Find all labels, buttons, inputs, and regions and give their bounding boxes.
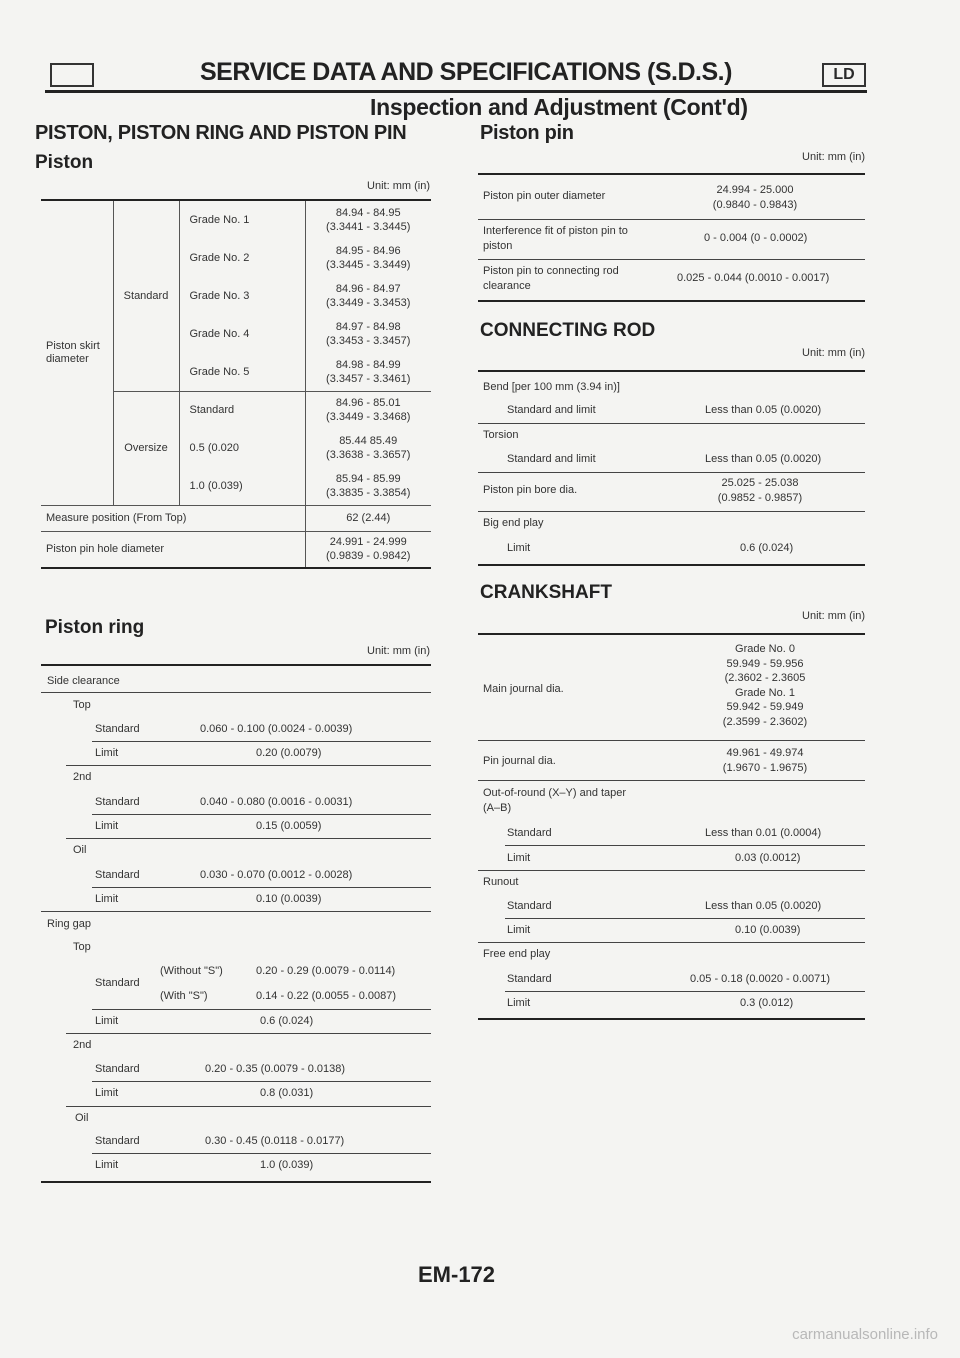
crank-top-rule: [478, 633, 865, 635]
top-label: Top: [73, 941, 91, 953]
main-journal-value: [705, 642, 825, 729]
out-of-round-label: [483, 786, 626, 816]
sc-2nd-limit: 0.15 (0.0059): [256, 820, 322, 832]
section-title: PISTON, PISTON RING AND PISTON PIN: [35, 122, 407, 144]
sc-top-standard: 0.060 - 0.100 (0.0024 - 0.0039): [200, 723, 353, 735]
divider: [505, 845, 865, 846]
divider: [478, 942, 865, 943]
divider: [66, 1106, 431, 1107]
divider: [41, 692, 431, 693]
oor-limit: 0.03 (0.0012): [735, 852, 801, 864]
limit-label: Limit: [507, 924, 531, 936]
value-mm: 85.44 85.49: [339, 435, 398, 447]
grade-label: Grade No. 2: [189, 252, 250, 264]
limit-label: Limit: [95, 747, 119, 759]
pin-unit: Unit: mm (in): [802, 151, 865, 163]
limit-label: Limit: [95, 1087, 119, 1099]
torsion-label: Torsion: [483, 429, 519, 441]
oversize-label: Oversize: [113, 391, 179, 505]
standard-label: Standard: [95, 977, 140, 989]
bore-label: Piston pin bore dia.: [483, 484, 578, 496]
free-end-play-limit: 0.3 (0.012): [740, 997, 794, 1009]
grade-label: 1.0 (0.039): [189, 479, 243, 492]
ring-bottom-rule: [41, 1181, 431, 1183]
ring-top-rule: [41, 664, 431, 666]
value-in: (0.9852 - 0.9857): [717, 492, 803, 504]
rg-oil-limit: 1.0 (0.039): [260, 1159, 314, 1171]
grade-value: [305, 353, 431, 391]
pin-journal-value: [705, 746, 825, 776]
free-end-play-label: Free end play: [483, 948, 551, 960]
divider: [505, 918, 865, 919]
value-mm: 24.994 - 25.000: [716, 184, 794, 196]
measure-position-value: 62 (2.44): [305, 505, 431, 531]
value-mm: 84.98 - 84.99: [335, 358, 401, 371]
crank-unit: Unit: mm (in): [802, 610, 865, 622]
piston-skirt-table: [41, 201, 431, 567]
divider: [66, 765, 431, 766]
divider: [478, 870, 865, 871]
big-end-play-value: 0.6 (0.024): [740, 542, 794, 554]
label-line: piston: [483, 240, 513, 252]
piston-ring-heading: Piston ring: [45, 617, 145, 638]
rod-bottom-rule: [478, 564, 865, 566]
grade-value: [305, 239, 431, 277]
value-mm: 25.025 - 25.038: [721, 477, 799, 489]
oil-label: Oil: [73, 844, 87, 856]
grade-value: [305, 467, 431, 505]
standard-label: Standard: [95, 869, 140, 881]
standard-label: Standard: [95, 1063, 140, 1075]
standard-label: Standard: [507, 827, 552, 839]
divider: [478, 472, 865, 473]
ring-unit: Unit: mm (in): [367, 645, 430, 657]
divider: [92, 1009, 431, 1010]
value-in: (0.9840 - 0.9843): [712, 199, 798, 211]
value-mm: 84.96 - 84.97: [335, 283, 401, 295]
value-in: (3.3835 - 3.3854): [326, 486, 411, 499]
with-s-label: (With "S"): [160, 990, 208, 1002]
divider: [478, 219, 865, 220]
value-mm: 84.97 - 84.98: [335, 321, 401, 333]
standard-and-limit-label: Standard and limit: [507, 404, 596, 416]
connecting-rod-heading: CONNECTING ROD: [480, 320, 656, 341]
divider: [478, 740, 865, 741]
pin-outer-value: [690, 183, 820, 213]
standard-label: Standard: [95, 796, 140, 808]
header-rule: [45, 90, 867, 93]
piston-table: [41, 199, 431, 569]
page-subtitle: Inspection and Adjustment (Cont'd): [370, 94, 748, 120]
label-line: Interference fit of piston pin to: [483, 225, 628, 237]
free-end-play-standard: 0.05 - 0.18 (0.0020 - 0.0071): [690, 973, 831, 985]
divider: [92, 1153, 431, 1154]
divider: [92, 741, 431, 742]
standard-label: Standard: [95, 1135, 140, 1147]
pin-journal-label: Pin journal dia.: [483, 755, 556, 767]
divider: [478, 259, 865, 260]
standard-label: Standard: [95, 723, 140, 735]
value-in: (3.3441 - 3.3445): [326, 221, 411, 233]
limit-label: Limit: [95, 1015, 119, 1027]
value-mm: 49.961 - 49.974: [726, 747, 804, 759]
bend-label: Bend [per 100 mm (3.94 in)]: [483, 381, 620, 393]
without-s-label: (Without "S"): [160, 965, 223, 977]
main-journal-label: Main journal dia.: [483, 683, 564, 695]
divider: [41, 911, 431, 912]
value-in: (1.9670 - 1.9675): [722, 762, 808, 774]
value-in: (2.3602 - 2.3605: [724, 672, 806, 684]
value-in: (2.3599 - 2.3602): [722, 715, 808, 728]
ring-gap-label: Ring gap: [47, 918, 92, 930]
watermark: carmanualsonline.info: [792, 1326, 938, 1343]
second-label: 2nd: [73, 771, 92, 783]
piston-pin-heading: Piston pin: [480, 122, 574, 144]
divider: [478, 511, 865, 512]
grade-label: Grade No. 4: [189, 328, 250, 340]
pin-bottom-rule: [478, 300, 865, 302]
rg-2nd-standard: 0.20 - 0.35 (0.0079 - 0.0138): [205, 1063, 346, 1075]
rg-oil-standard: 0.30 - 0.45 (0.0118 - 0.0177): [205, 1135, 345, 1147]
divider: [478, 423, 865, 424]
grade-value: [305, 429, 431, 467]
grade-label: Grade No. 3: [189, 290, 250, 302]
grade-value: [305, 277, 431, 315]
standard-label: Standard: [507, 900, 552, 912]
pin-hole-value: [305, 531, 431, 567]
grade-label: Grade No. 1: [189, 214, 250, 226]
value-mm: 59.949 - 59.956: [726, 657, 804, 670]
clearance-value: 0.025 - 0.044 (0.0010 - 0.0017): [677, 272, 830, 284]
sc-oil-standard: 0.030 - 0.070 (0.0012 - 0.0028): [200, 869, 353, 881]
value-in: (3.3445 - 3.3449): [326, 259, 411, 271]
value-mm: 59.942 - 59.949: [726, 701, 804, 713]
value-in: (3.3457 - 3.3461): [326, 372, 411, 385]
pin-outer-label: Piston pin outer diameter: [483, 190, 606, 202]
crank-bottom-rule: [478, 1018, 865, 1020]
divider: [92, 887, 431, 888]
runout-standard: Less than 0.05 (0.0020): [705, 900, 822, 912]
oil-label: Oil: [75, 1112, 89, 1124]
grade-label: Grade No. 0: [735, 643, 795, 655]
limit-label: Limit: [507, 997, 531, 1009]
pin-top-rule: [478, 173, 865, 175]
rg-top-limit: 0.6 (0.024): [260, 1015, 314, 1027]
grade-label: 0.5 (0.020: [189, 442, 240, 454]
second-label: 2nd: [73, 1039, 92, 1051]
page-header-title: SERVICE DATA AND SPECIFICATIONS (S.D.S.): [200, 58, 732, 86]
value-mm: 84.95 - 84.96: [335, 245, 401, 257]
grade-label: Standard: [189, 404, 235, 417]
bore-value: [700, 476, 820, 506]
standard-label: Standard: [113, 201, 179, 391]
measure-position-label: Measure position (From Top): [46, 512, 187, 524]
label-line: (A–B): [483, 802, 512, 814]
sc-top-limit: 0.20 (0.0079): [256, 747, 322, 759]
side-clearance-label: Side clearance: [47, 675, 120, 687]
divider: [505, 991, 865, 992]
standard-and-limit-label: Standard and limit: [507, 453, 596, 465]
clearance-label: [483, 264, 619, 294]
divider: [92, 814, 431, 815]
runout-limit: 0.10 (0.0039): [735, 924, 801, 936]
divider: [478, 780, 865, 781]
value-mm: 84.94 - 84.95: [335, 207, 401, 219]
table-bottom-rule: [41, 567, 431, 569]
limit-label: Limit: [507, 542, 531, 554]
value-in: (3.3453 - 3.3457): [326, 335, 411, 347]
pin-hole-label: Piston pin hole diameter: [46, 543, 165, 556]
value-mm: 85.94 - 85.99: [335, 472, 401, 485]
grade-label: Grade No. 5: [189, 365, 250, 378]
grade-value: [305, 315, 431, 353]
page-number: EM-172: [418, 1262, 496, 1287]
sc-2nd-standard: 0.040 - 0.080 (0.0016 - 0.0031): [200, 796, 353, 808]
rg-top-without-s: 0.20 - 0.29 (0.0079 - 0.0114): [256, 965, 396, 977]
limit-label: Limit: [507, 852, 531, 864]
piston-heading: Piston: [35, 152, 94, 173]
big-end-play-label: Big end play: [483, 517, 544, 529]
piston-unit: Unit: mm (in): [367, 180, 430, 192]
label-line: Out-of-round (X–Y) and taper: [483, 787, 627, 799]
interference-value: 0 - 0.004 (0 - 0.0002): [704, 232, 808, 244]
value-in: (3.3449 - 3.3468): [326, 411, 411, 424]
rg-2nd-limit: 0.8 (0.031): [260, 1087, 314, 1099]
torsion-value: Less than 0.05 (0.0020): [705, 453, 822, 465]
section-tab-left: [50, 63, 94, 87]
divider: [92, 1081, 431, 1082]
rod-unit: Unit: mm (in): [802, 347, 865, 359]
label-line: clearance: [483, 280, 531, 292]
grade-value: [305, 391, 431, 429]
crankshaft-heading: CRANKSHAFT: [480, 582, 612, 603]
value-in: (0.9839 - 0.9842): [326, 550, 411, 563]
ld-badge: LD: [822, 63, 866, 87]
rod-top-rule: [478, 370, 865, 372]
oor-standard: Less than 0.01 (0.0004): [705, 827, 822, 839]
limit-label: Limit: [95, 820, 119, 832]
divider: [66, 1033, 431, 1034]
bend-value: Less than 0.05 (0.0020): [705, 404, 822, 416]
runout-label: Runout: [483, 876, 519, 888]
top-label: Top: [73, 699, 91, 711]
rg-top-with-s: 0.14 - 0.22 (0.0055 - 0.0087): [256, 990, 397, 1002]
label-line: Piston pin to connecting rod: [483, 265, 619, 277]
limit-label: Limit: [95, 893, 119, 905]
value-in: (3.3449 - 3.3453): [326, 297, 411, 309]
value-mm: 24.991 - 24.999: [329, 536, 407, 549]
standard-label: Standard: [507, 973, 552, 985]
value-in: (3.3638 - 3.3657): [326, 449, 411, 461]
piston-skirt-label: Piston skirt diameter: [46, 339, 100, 365]
limit-label: Limit: [95, 1159, 119, 1171]
grade-value: [305, 201, 431, 239]
interference-label: [483, 224, 628, 254]
sc-oil-limit: 0.10 (0.0039): [256, 893, 322, 905]
grade-label: Grade No. 1: [735, 686, 795, 699]
divider: [66, 838, 431, 839]
value-mm: 84.96 - 85.01: [335, 397, 401, 410]
